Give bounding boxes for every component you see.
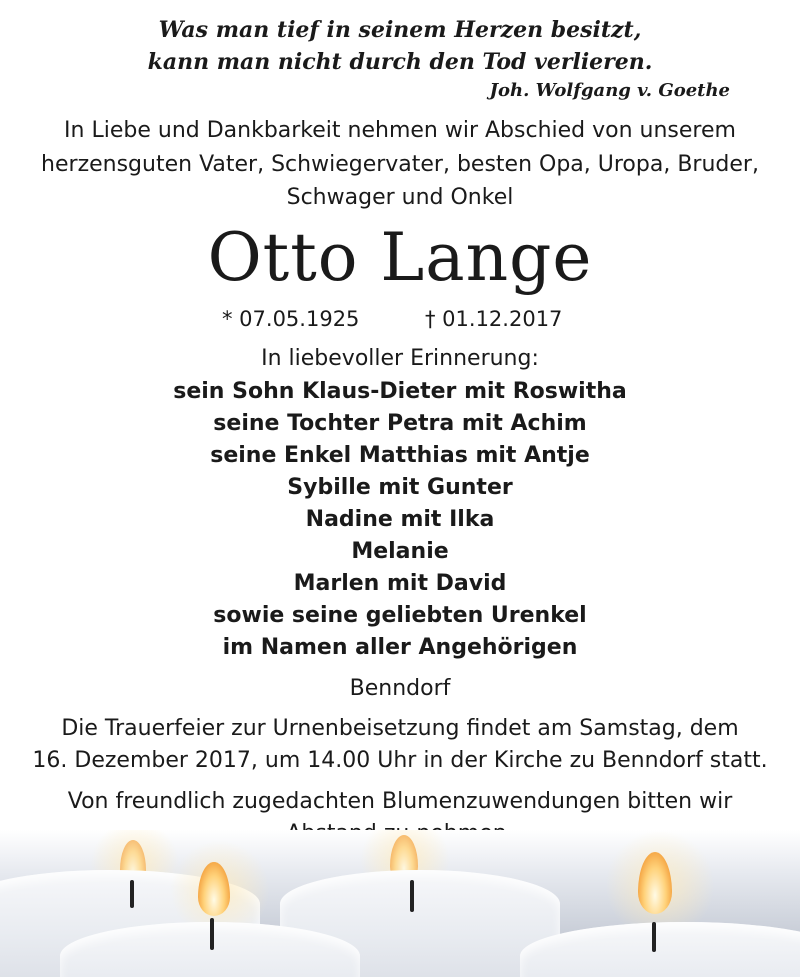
mourner-line: seine Tochter Petra mit Achim — [213, 411, 587, 436]
intro-line-1: In Liebe und Dankbarkeit nehmen wir Abschied von unserem — [64, 118, 736, 143]
quote-line-1: Was man tief in seinem Herzen besitzt, — [158, 17, 642, 43]
birth-date: * 07.05.1925 — [222, 307, 360, 331]
candle-body — [520, 922, 800, 977]
life-dates — [0, 304, 800, 334]
ceremony-line-2: 16. Dezember 2017, um 14.00 Uhr in der Kirche zu Benndorf statt. — [32, 748, 768, 773]
place-name: Benndorf — [349, 676, 451, 701]
ceremony-line-1: Die Trauerfeier zur Urnenbeisetzung findet am Samstag, dem — [61, 716, 739, 741]
flowers-note-line-1: Von freundlich zugedachten Blumenzuwendungen bitten wir — [67, 789, 733, 814]
death-date: † 01.12.2017 — [425, 307, 563, 331]
mourner-line: im Namen aller Angehörigen — [222, 635, 578, 660]
candle-wick — [210, 918, 214, 950]
quote-author: Joh. Wolfgang v. Goethe — [489, 80, 730, 101]
quote-line-2: kann man nicht durch den Tod verlieren. — [147, 49, 653, 75]
intro-line-3: Schwager und Onkel — [286, 185, 514, 210]
candles-image — [0, 830, 800, 977]
mourner-line: sowie seine geliebten Urenkel — [213, 603, 587, 628]
mourner-line: Nadine mit Ilka — [305, 507, 495, 532]
mourner-line: Marlen mit David — [293, 571, 507, 596]
candle-wick — [130, 880, 134, 908]
intro-line-2: herzensguten Vater, Schwiegervater, besten Opa, Uropa, Bruder, — [41, 152, 759, 177]
remembrance-heading: In liebevoller Erinnerung: — [261, 346, 539, 371]
candle-wick — [652, 922, 656, 952]
mourner-line: sein Sohn Klaus-Dieter mit Roswitha — [173, 379, 627, 404]
mourner-line: seine Enkel Matthias mit Antje — [210, 443, 590, 468]
mourner-line: Melanie — [351, 539, 449, 564]
deceased-name: Otto Lange — [207, 219, 593, 296]
candle-wick — [410, 880, 414, 912]
mourner-line: Sybille mit Gunter — [287, 475, 513, 500]
